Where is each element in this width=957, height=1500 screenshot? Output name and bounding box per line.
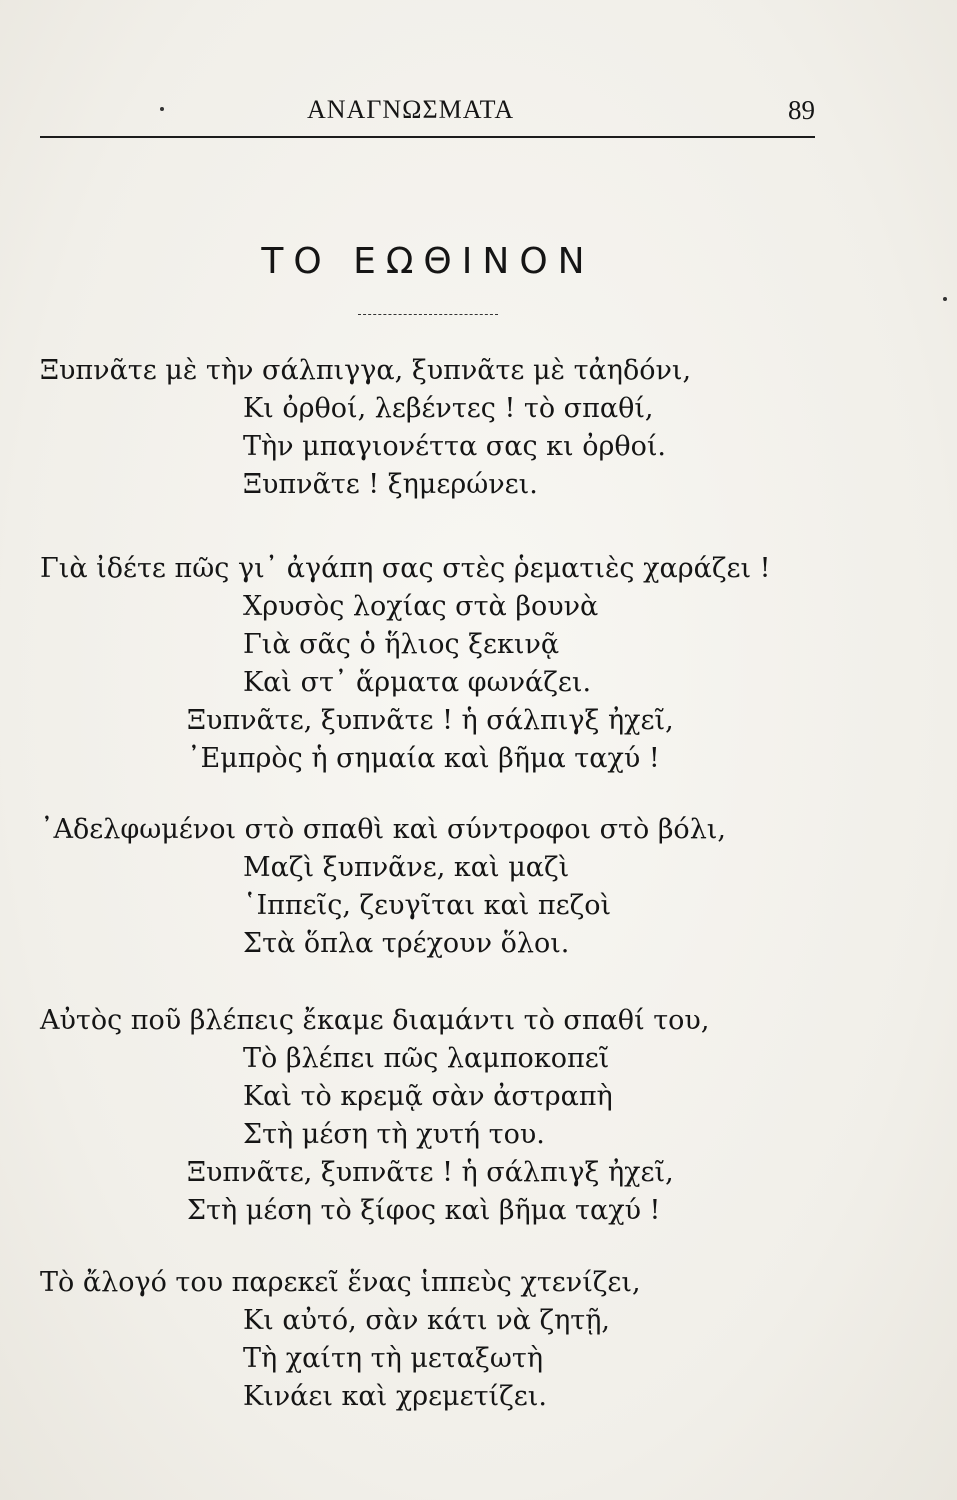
running-title: ΑΝΑΓΝΩΣΜΑΤΑ	[307, 95, 515, 124]
poem-line: Κι ὀρθοί, λεβέντες ! τὸ σπαθί,	[243, 393, 654, 424]
poem-line: Τὴ χαίτη τὴ μεταξωτὴ	[243, 1343, 544, 1374]
poem-line: Ξυπνᾶτε, ξυπνᾶτε ! ἡ σάλπιγξ ἠχεῖ,	[187, 1157, 674, 1188]
poem-line: Στὴ μέση τὴ χυτή του.	[243, 1119, 545, 1150]
poem-line: Στὴ μέση τὸ ξίφος καὶ βῆμα ταχύ !	[187, 1195, 661, 1226]
title-rule	[358, 314, 498, 315]
poem-line: ᾿Εμπρὸς ἡ σημαία καὶ βῆμα ταχύ !	[187, 743, 660, 774]
poem-line: Γιὰ ἰδέτε πῶς γι᾿ ἀγάπη σας στὲς ῥεματιὲς χαράζει !	[40, 553, 771, 584]
page-number: 89	[788, 95, 815, 125]
poem-line: ῾Ιππεῖς, ζευγῖται καὶ πεζοὶ	[243, 890, 612, 921]
poem-line: Τὸ ἄλογό του παρεκεῖ ἕνας ἱππεὺς χτενίζει,	[40, 1267, 641, 1298]
print-speck	[943, 297, 947, 301]
poem-line: Στὰ ὅπλα τρέχουν ὅλοι.	[243, 928, 570, 959]
poem-line: Τὸ βλέπει πῶς λαμποκοπεῖ	[243, 1043, 610, 1074]
poem-line: Αὐτὸς ποῦ βλέπεις ἔκαμε διαμάντι τὸ σπαθί του,	[40, 1005, 710, 1036]
poem-line: Ξυπνᾶτε ! ξημερώνει.	[243, 469, 538, 500]
poem-line: Ξυπνᾶτε μὲ τὴν σάλπιγγα, ξυπνᾶτε μὲ τἀηδόνι,	[40, 355, 692, 386]
poem-line: Χρυσὸς λοχίας στὰ βουνὰ	[243, 591, 599, 622]
poem-line: Κι αὐτό, σὰν κάτι νὰ ζητῇ,	[243, 1305, 610, 1336]
poem-line: Καὶ στ᾿ ἅρματα φωνάζει.	[243, 667, 592, 698]
poem-line: Ξυπνᾶτε, ξυπνᾶτε ! ἡ σάλπιγξ ἠχεῖ,	[187, 705, 674, 736]
print-speck	[160, 107, 164, 111]
running-header	[0, 90, 957, 130]
poem-line: Κινάει καὶ χρεμετίζει.	[243, 1381, 547, 1412]
poem-line: Γιὰ σᾶς ὁ ἥλιος ξεκινᾷ	[243, 629, 560, 660]
poem-title: ΤΟ ΕΩΘΙΝΟΝ	[261, 241, 595, 282]
poem-line: Τὴν μπαγιονέττα σας κι ὀρθοί.	[243, 431, 666, 462]
poem-line: Καὶ τὸ κρεμᾷ σὰν ἀστραπὴ	[243, 1081, 613, 1112]
poem-line: Μαζὶ ξυπνᾶνε, καὶ μαζὶ	[243, 852, 570, 883]
poem-line: ᾿Αδελφωμένοι στὸ σπαθὶ καὶ σύντροφοι στὸ βόλι,	[40, 814, 726, 845]
header-rule	[40, 136, 815, 138]
